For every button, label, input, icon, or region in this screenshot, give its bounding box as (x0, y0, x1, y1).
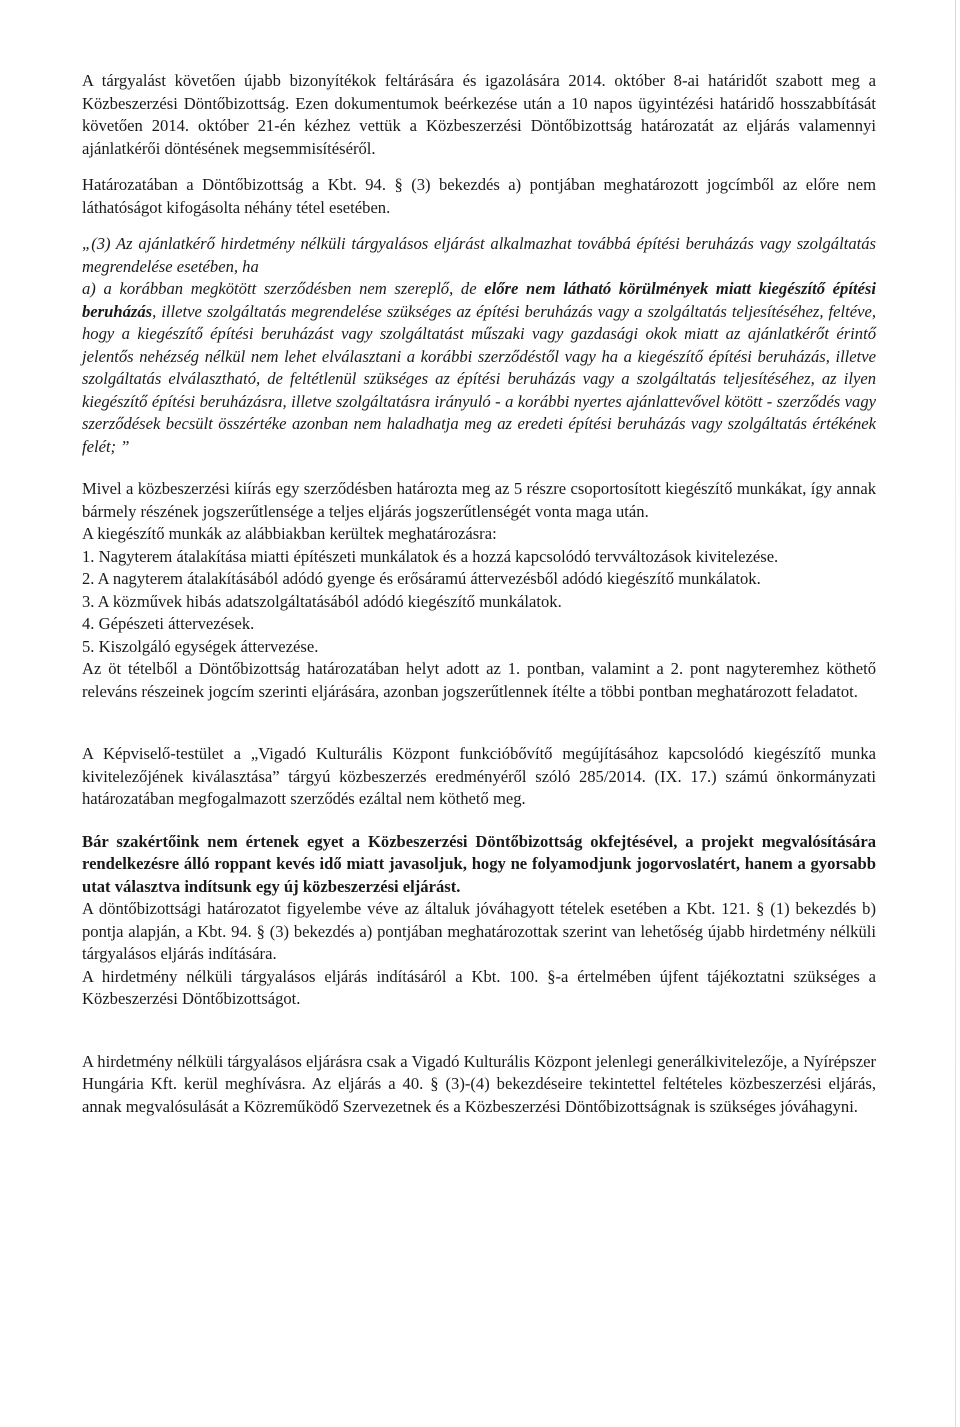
paragraph-invitation: A hirdetmény nélküli tárgyalásos eljárásra csak a Vigadó Kulturális Központ jelenlegi generálkivitelezője, a Nyírépszer Hungária Kft. kerül meghívásra. Az eljárás a 40. § (3)-(4) bekezdéseire tekintettel feltételes közbeszerzési eljárás, annak megvalósulását a Közreműködő Szervezetnek és a Közbeszerzési Döntőbizottságnak is szükséges jóváhagyni. (82, 1051, 876, 1116)
quote-intro: „(3) Az ajánlatkérő hirdetmény nélküli tárgyalásos eljárást alkalmazhat továbbá építési beruházás vagy szolgáltatás megrendelése esetében, ha (82, 234, 876, 276)
paragraph-notification: A hirdetmény nélküli tárgyalásos eljárás indításáról a Kbt. 100. §-a értelmében újfent tájékoztatni szükséges a Közbeszerzési Döntőbizottságot. (82, 966, 876, 1008)
document-page (82, 70, 876, 1118)
scan-edge (955, 0, 956, 1427)
paragraph-outcome: Az öt tételből a Döntőbizottság határozatában helyt adott az 1. pontban, valamint a 2. pont nagyteremhez köthető releváns részeinek jogcím szerinti eljárására, azonban jogszerűtlennek ítélte a többi pontban meghatározott feladatot. (82, 659, 876, 701)
quote-point-a-emphasis: előre nem látható körülmények miatt kiegészítő építési beruházás (82, 279, 876, 321)
paragraph-deadline: A tárgyalást követően újabb bizonyítékok feltárására és igazolására 2014. október 8-ai határidőt szabott meg a Közbeszerzési Döntőbizottság. Ezen dokumentumok beérkezése után a 10 napos ügyintézési határidő hosszabbítását követően 2014. október 21-én kézhez vettük a Közbeszerzési Döntőbizottság határozatát az eljárás valamennyi ajánlatkérői döntésének megsemmisítéséről. (82, 71, 876, 158)
list-item: 4. Gépészeti áttervezések. (82, 614, 255, 633)
quote-point-a-start: a) a korábban megkötött szerződésben nem szereplő, de (82, 279, 485, 298)
paragraph-list-intro: A kiegészítő munkák az alábbiakban kerültek meghatározásra: (82, 524, 497, 543)
paragraph-consequence: Mivel a közbeszerzési kiírás egy szerződésben határozta meg az 5 részre csoportosított kiegészítő munkákat, így annak bármely részének jogszerűtlensége a teljes eljárás jogszerűtlenségét vonta maga után. (82, 479, 876, 521)
list-item: 5. Kiszolgáló egységek áttervezése. (82, 636, 319, 656)
list-item: 1. Nagyterem átalakítása miatti építészeti munkálatok és a hozzá kapcsolódó tervváltozások kivitelezése. (82, 546, 779, 566)
paragraph-resolution: A Képviselő-testület a „Vigadó Kulturális Központ funkcióbővítő megújításához kapcsolódó kiegészítő munka kivitelezőjének kiválasztása” tárgyú közbeszerzés eredményéről szóló 285/2014. (IX. 17.) számú önkormányzati határozatában megfogalmazott szerződés ezáltal nem köthető meg. (82, 744, 876, 808)
list-item: 3. A közművek hibás adatszolgáltatásából adódó kiegészítő munkálatok. (82, 591, 562, 611)
paragraph-ruling: Határozatában a Döntőbizottság a Kbt. 94. § (3) bekezdés a) pontjában meghatározott jogcímből az előre nem láthatóságot kifogásolta néhány tétel esetében. (82, 175, 876, 217)
list-item: 2. A nagyterem átalakításából adódó gyenge és erősáramú áttervezésből adódó kiegészítő munkálatok. (82, 569, 761, 588)
paragraph-new-procedure: A döntőbizottsági határozatot figyelembe véve az általuk jóváhagyott tételek esetében a Kbt. 121. § (1) bekezdés b) pontja alapján, a Kbt. 94. § (3) bekezdés a) pontjában meghatározottak szerint van lehetőség újabb hirdetmény nélküli tárgyalásos eljárás indítására. (82, 899, 876, 963)
quote-point-a-rest: , illetve szolgáltatás megrendelése szükséges az építési beruházás vagy a szolgáltatás teljesítéséhez, feltéve, hogy a kiegészítő építési beruházást vagy szolgáltatást műszaki vagy gazdasági okok miatt az ajánlatkérőt érintő jelentős nehézség nélkül nem lehet elválasztani a korábbi szerződéstől vagy ha a kiegészítő építési beruházás, illetve szolgáltatás elválasztható, de feltétlenül szükséges az építési beruházás vagy a szolgáltatás teljesítéséhez, az ilyen kiegészítő építési beruházásra, illetve szolgáltatásra irányuló - a korábbi nyertes ajánlattevővel kötött - szerződés vagy szerződések becsült összértéke azonban nem haladhatja meg az eredeti építési beruházás vagy szolgáltatás értékének felét; ” (82, 301, 876, 456)
legal-quote (82, 233, 876, 458)
paragraph-recommendation: Bár szakértőink nem értenek egyet a Közbeszerzési Döntőbizottság okfejtésével, a projekt megvalósítására rendelkezésre álló roppant kevés idő miatt javasoljuk, hogy ne folyamodjunk jogorvoslatért, hanem a gyorsabb utat választva indítsunk egy új közbeszerzési eljárást. (82, 831, 876, 896)
